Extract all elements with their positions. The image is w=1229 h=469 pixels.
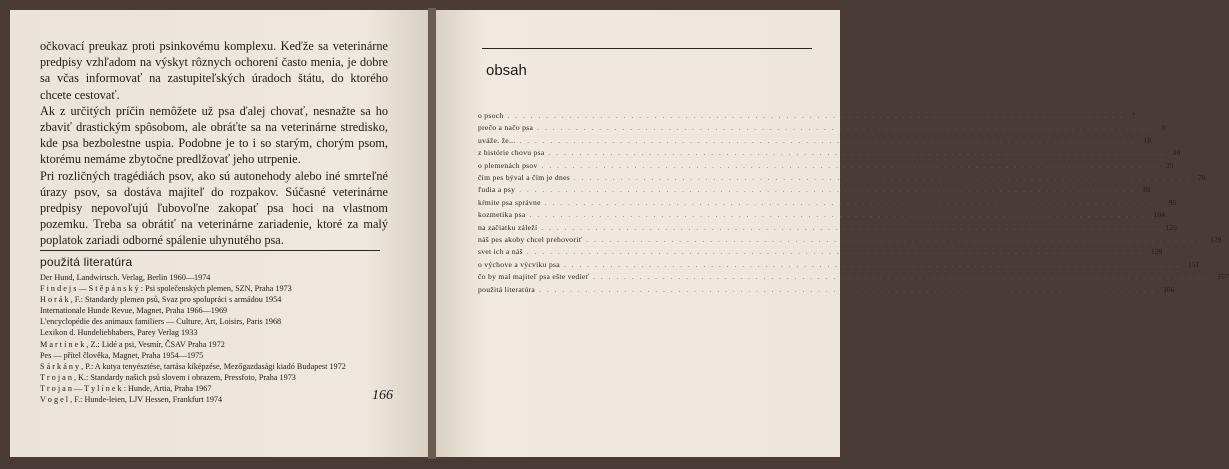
literature-item: T r o j a n , K.: Standardy našich psů slovem i obrazem, Pressfoto, Praha 1973 xyxy=(40,372,296,382)
toc-page-number: 81 xyxy=(1143,185,1151,195)
literature-item: Der Hund, Landwirtsch. Verlag, Berlin 1960—1974 xyxy=(40,273,211,282)
toc-page-number: 7 xyxy=(1131,111,1136,120)
toc-row xyxy=(478,222,1177,234)
toc-leader: ................................................................................ xyxy=(541,161,1162,170)
toc-page-number: 35 xyxy=(1165,160,1174,170)
toc-leader: ................................................................................ xyxy=(544,198,1165,207)
toc-row xyxy=(478,172,1206,184)
literature-item: F i n d e j s — S t ě p á n s k ý : Psi společenských plemen, SZN, Praha 1973 xyxy=(40,284,292,294)
toc-page-number: 125 xyxy=(1165,222,1177,232)
toc-row xyxy=(478,135,1152,147)
toc-label: čo by mal majiteľ psa ešte vedieť xyxy=(478,272,590,282)
toc-leader: ................................................................................ xyxy=(593,273,1214,282)
page-number: 166 xyxy=(372,388,393,403)
paragraph-2: Ak z určitých príčin nemôžete už psa ďalej chovať, nesnažte sa ho zbaviť drastickým spôsobom, ale obráťte sa na veterinárne stredisko, kde psa bezbolestne uspia. Podobne je to i so starým, chorým psom, ktorému nemáme zbytočne predlžovať jeho utrpenie. xyxy=(40,103,388,167)
toc-page-number: 95 xyxy=(1168,197,1177,207)
toc-row xyxy=(478,259,1200,271)
toc-row xyxy=(478,284,1175,296)
toc-row xyxy=(478,147,1181,159)
toc-leader: ................................................................................ xyxy=(586,236,1207,245)
literature-item: V o g e l , F.: Hunde-leien, LJV Hessen, Frankfurt 1974 xyxy=(40,395,223,405)
contents-rule xyxy=(482,48,812,49)
toc-page-number: 129 xyxy=(1210,235,1222,245)
literature-item: L'encyclopédie des animaux familiers — Culture, Art, Loisirs, Paris 1968 xyxy=(40,317,282,327)
toc-label: svet ich a náš xyxy=(478,247,523,257)
toc-leader: ................................................................................ xyxy=(537,124,1158,133)
toc-row xyxy=(478,197,1177,209)
toc-label: kŕmite psa správne xyxy=(478,197,541,207)
toc-label: ľudia a psy xyxy=(478,185,516,195)
toc-row xyxy=(478,246,1163,258)
toc-label: čím pes býval a čím je dnes xyxy=(478,173,571,183)
toc-page-number: 166 xyxy=(1163,284,1175,294)
toc-label: z histórie chovu psa xyxy=(478,148,545,158)
toc-label: o psoch xyxy=(478,111,504,120)
literature-item: T r o j a n — T y l í n e k : Hunde, Artia, Praha 1967 xyxy=(40,383,212,393)
toc-label: o plemenách psov xyxy=(478,160,538,170)
literature-item: H o r á k , F.: Standardy plemen psů, Svaz pro spolupráci s armádou 1954 xyxy=(40,295,282,305)
toc-label: použitá literatúra xyxy=(478,284,536,294)
toc-leader: ................................................................................ xyxy=(541,223,1162,232)
toc-label: o výchove a výcviku psa xyxy=(478,259,560,269)
literature-item: M a r t í n e k , Z.: Lidé a psi, Vesmír, ČSAV Praha 1972 xyxy=(40,339,225,349)
toc-leader: ................................................................................ xyxy=(539,285,1160,294)
toc-page-number: 9 xyxy=(1161,123,1165,133)
toc-leader: ................................................................................ xyxy=(507,112,1128,120)
book-gutter xyxy=(428,8,436,459)
paragraph-1: očkovací preukaz proti psinkovému komplexu. Keďže sa veterinárne predpisy vzhľadom na výskyt rôznych ochorení často menia, je dobre sa včas informovať na zastupiteľských úradoch štátu, do ktorého chcete cestovať. xyxy=(40,39,388,102)
toc-leader: ................................................................................ xyxy=(563,260,1184,269)
toc-row xyxy=(478,271,1229,283)
toc-page-number: 30 xyxy=(1172,148,1181,158)
literature-list xyxy=(40,272,380,405)
toc-row xyxy=(478,110,1136,122)
toc-row xyxy=(478,160,1174,172)
toc-page-number: 139 xyxy=(1150,247,1163,257)
toc-label: uváže. že... xyxy=(478,135,516,145)
toc-page-number: 157 xyxy=(1217,272,1229,282)
literature-rule xyxy=(40,250,380,251)
toc-page-number: 104 xyxy=(1153,210,1165,220)
toc-page-number: 18 xyxy=(1143,135,1152,145)
paragraph-3: Pri rozličných tragédiách psov, ako sú autonehody alebo iné smrteľné úrazy psov, sa dostáva majiteľ do rozpakov. Súčasné veterinárne predpisy nepovoľujú ľubovoľne zakopať psa hoci na vlastnom pozemku. Treba sa obrátiť na veterinárne zariadenie, ktoré za malý poplatok zariadi odborné spálenie uhynutého psa. xyxy=(40,168,388,248)
table-of-contents xyxy=(478,110,1229,296)
toc-leader: ................................................................................ xyxy=(519,136,1140,145)
contents-title: obsah xyxy=(486,62,527,79)
toc-leader: ................................................................................ xyxy=(574,174,1195,183)
body-text xyxy=(40,38,388,249)
toc-row xyxy=(478,122,1165,134)
toc-leader: ................................................................................ xyxy=(548,149,1169,158)
toc-leader: ................................................................................ xyxy=(529,211,1150,220)
literature-item: Pes — přítel člověka, Magnet, Praha 1954—1975 xyxy=(40,350,204,360)
literature-item: Lexikon d. Hundeliebhabers, Parey Verlag 1933 xyxy=(40,328,198,338)
toc-label: náš pes akoby chcel prehovoriť xyxy=(478,235,583,245)
literature-title: použitá literatúra xyxy=(40,255,133,269)
toc-page-number: 78 xyxy=(1198,173,1206,183)
toc-leader: ................................................................................ xyxy=(519,186,1140,195)
toc-label: na začiatku záleží xyxy=(478,222,538,232)
literature-item: Internationale Hunde Revue, Magnet, Praha 1966—1969 xyxy=(40,306,228,316)
literature-item: S á r k á n y , P.: A kutya tenyésztése, tartása kiképzése, Mezőgazdasági kiadó Budapest 1972 xyxy=(40,361,346,371)
toc-label: kozmetika psa xyxy=(478,210,526,220)
toc-row xyxy=(478,234,1222,246)
toc-page-number: 151 xyxy=(1187,259,1200,269)
toc-leader: ................................................................................ xyxy=(526,248,1147,257)
toc-row xyxy=(478,209,1165,221)
toc-row xyxy=(478,184,1151,196)
toc-label: prečo a načo psa xyxy=(478,123,534,133)
